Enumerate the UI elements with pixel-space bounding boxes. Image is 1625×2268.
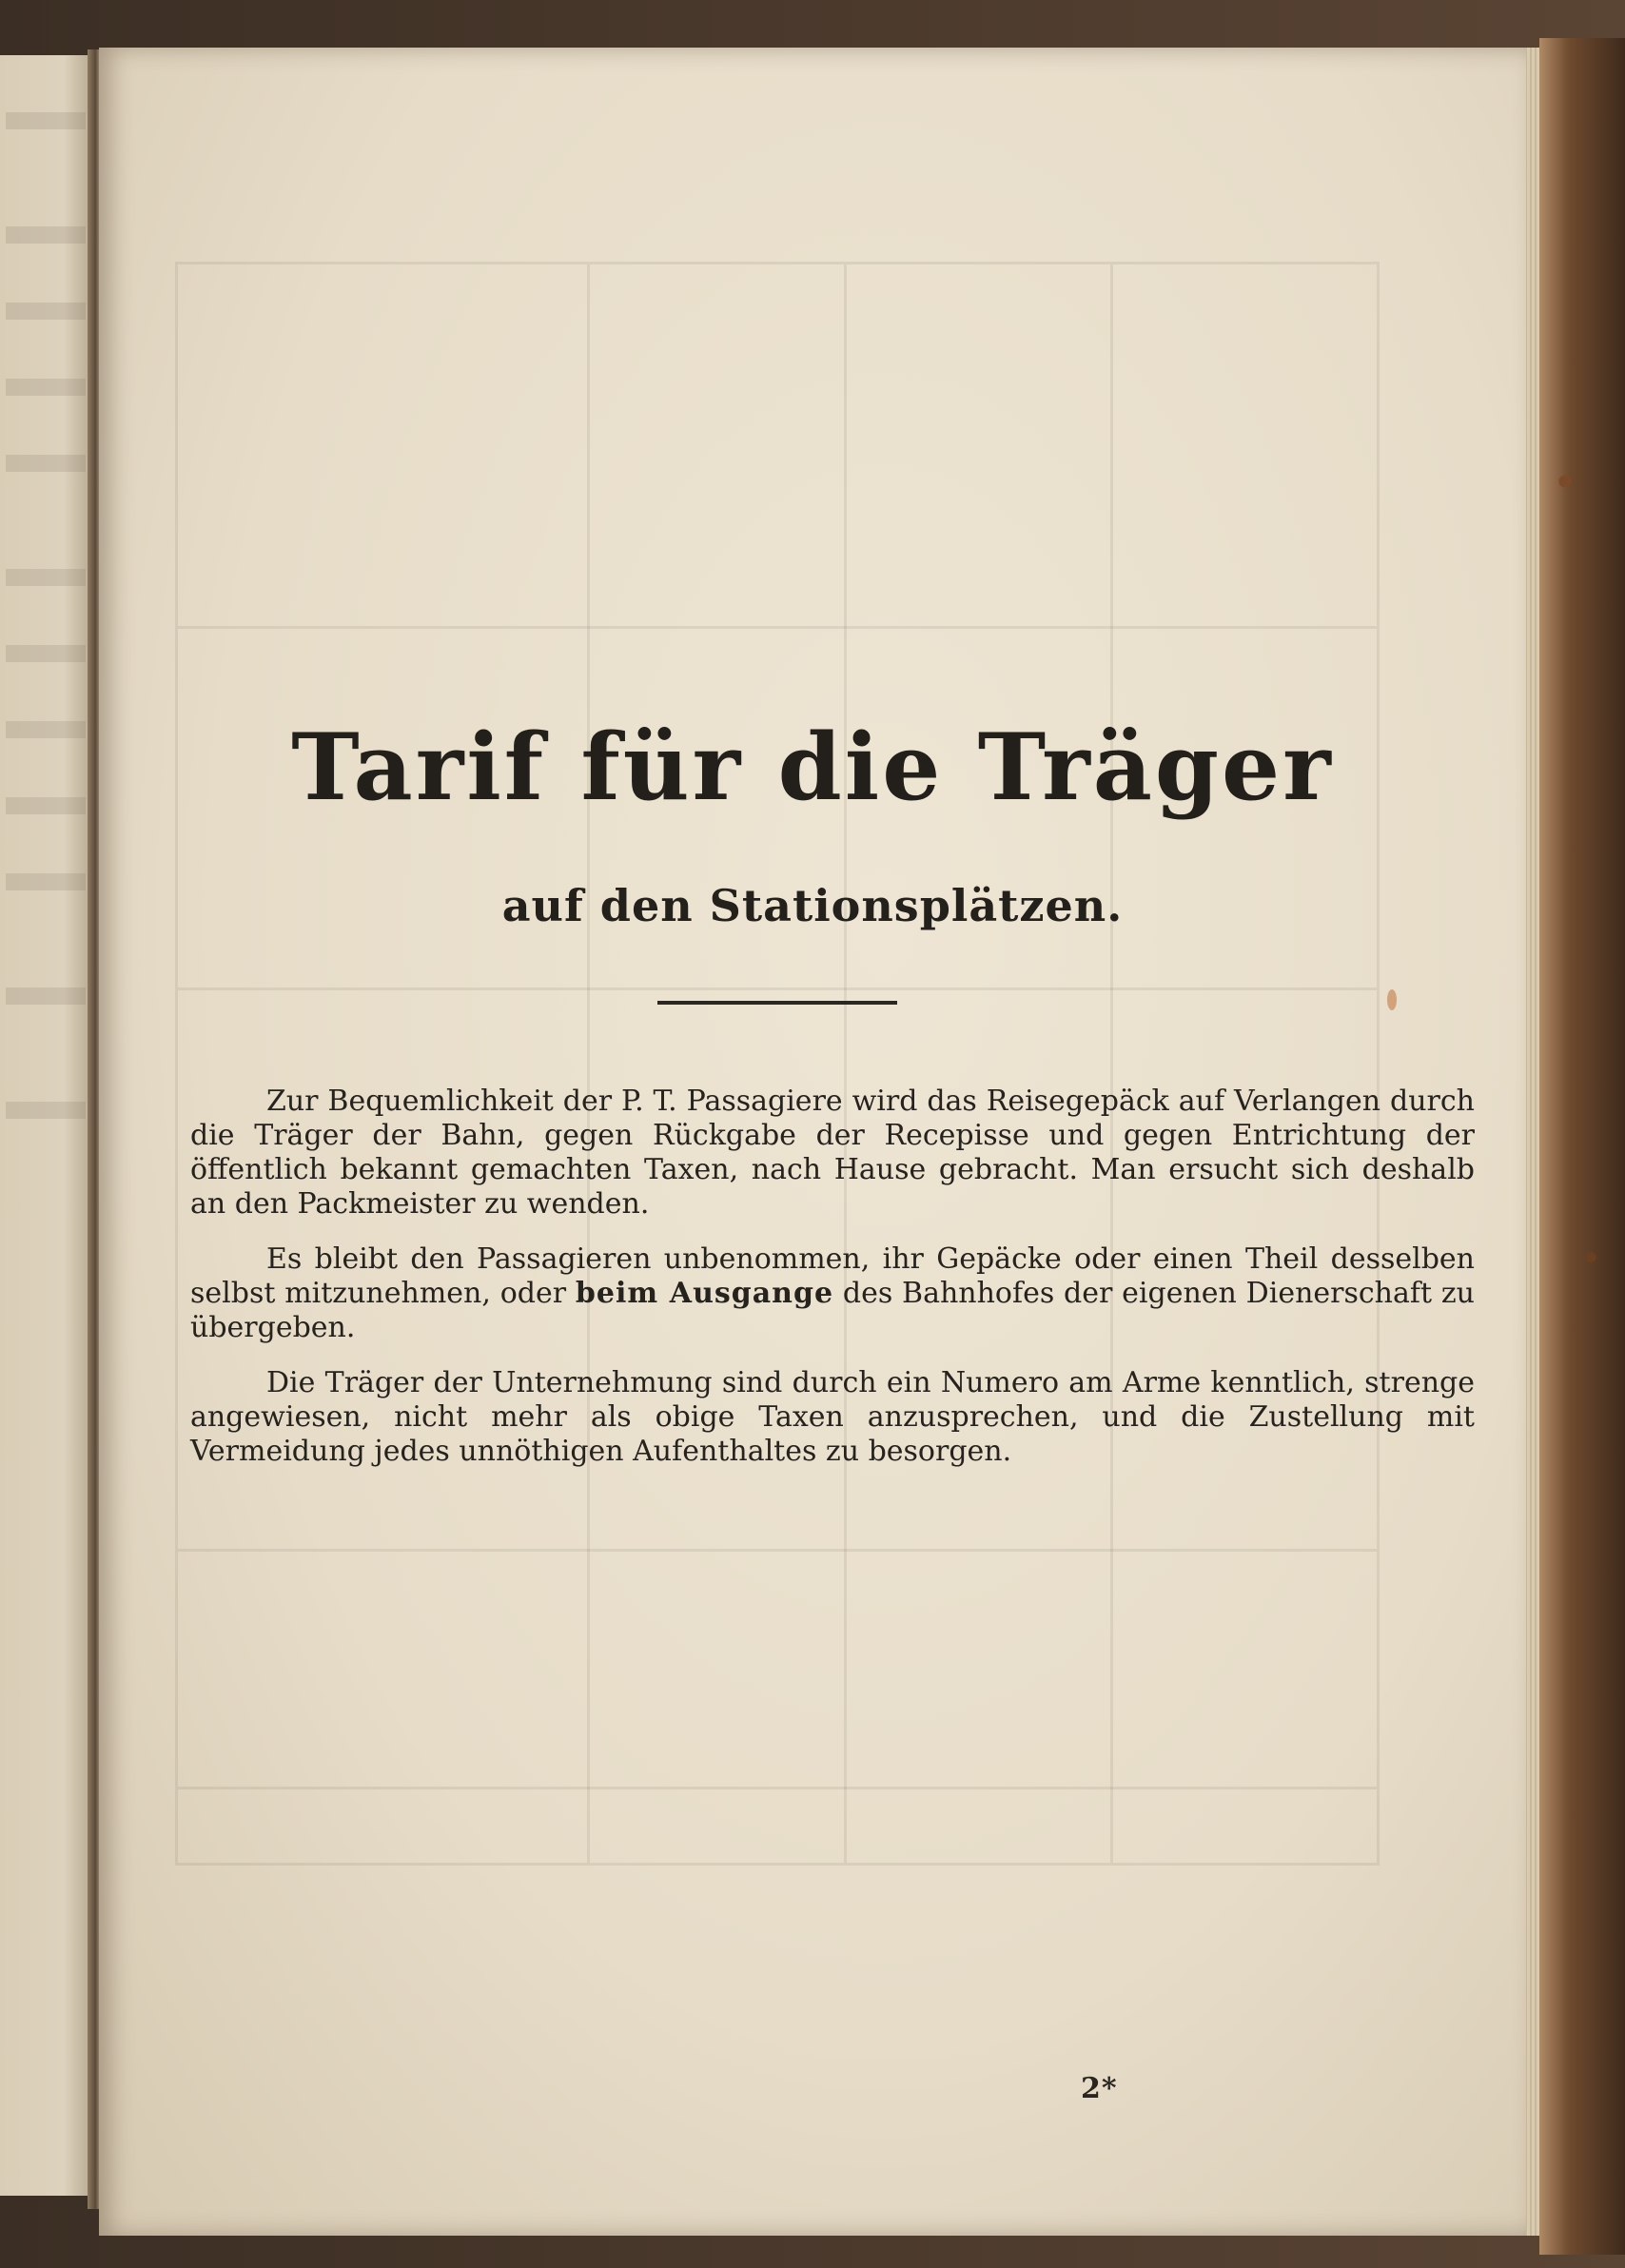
paper-stain (1387, 989, 1397, 1010)
title-divider (657, 1001, 897, 1005)
bleed-through-table (175, 262, 1380, 1866)
page-subtitle: auf den Stationsplätzen. (501, 880, 1124, 931)
paragraph: Die Träger der Unternehmung sind durch ein Numero am Arme kenntlich, strenge angewiesen, nicht mehr als obige Taxen anzusprechen, und die Zustellung mit Vermeidung jedes unnöthigen Aufenthaltes zu besorgen. (190, 1366, 1475, 1468)
book-cover-edge (1539, 38, 1625, 2255)
page-title: Tarif für die Träger (291, 714, 1334, 821)
previous-page-edge (0, 55, 91, 2196)
body-text (190, 1085, 1475, 1490)
paragraph-text: des Bahnhofes der eigenen Dienerschaft zu übergeben. (190, 1277, 1475, 1344)
page-number: 2* (1081, 2072, 1118, 2105)
paragraph: Zur Bequemlichkeit der P. T. Passagiere wird das Reisegepäck auf Verlangen durch die Träger der Bahn, gegen Rückgabe der Recepisse und gegen Entrichtung der öffentlich bekannt gemachten Taxen, nach Hause gebracht. Man ersucht sich deshalb an den Packmeister zu wenden. (190, 1085, 1475, 1221)
emphasis-text: beim Ausgange (575, 1277, 834, 1310)
paragraph (190, 1242, 1475, 1345)
paragraph-text: Es bleibt den Passagieren unbenommen, ihr Gepäcke oder einen Theil desselben selbst mitzunehmen, oder (190, 1242, 1475, 1310)
document-page (99, 48, 1526, 2236)
